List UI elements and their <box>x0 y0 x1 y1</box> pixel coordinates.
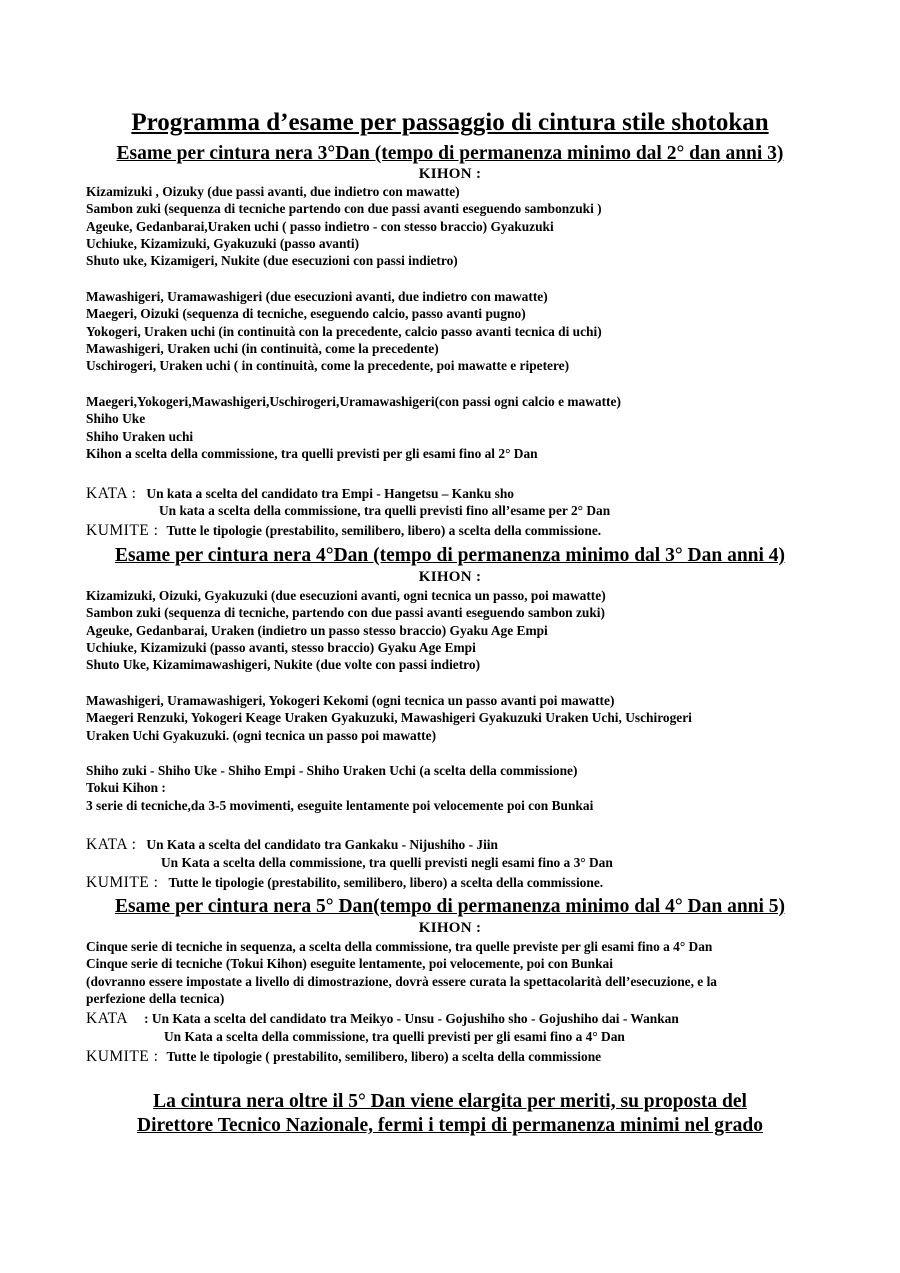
kihon-line: 3 serie di tecniche,da 3-5 movimenti, eseguite lentamente poi velocemente poi con Bunkai <box>86 797 594 813</box>
kihon-label-5-dan: KIHON : <box>418 920 482 936</box>
section-heading-5-dan: Esame per cintura nera 5° Dan(tempo di permanenza minimo dal 4° Dan anni 5) <box>114 896 786 917</box>
kumite-row-4-dan <box>86 874 866 892</box>
kumite-text: Tutte le tipologie ( prestabilito, semilibero, libero) a scelta della commissione <box>166 1049 602 1064</box>
kihon-line: Ageuke, Gedanbarai, Uraken (indietro un passo stesso braccio) Gyaku Age Empi <box>86 622 548 638</box>
kihon-group-4-dan-1 <box>86 587 846 673</box>
kihon-text-5-dan <box>86 938 826 1007</box>
kihon-line: Ageuke, Gedanbarai,Uraken uchi ( passo indietro - con stesso braccio) Gyakuzuki <box>86 218 554 234</box>
kata-row-4-dan <box>86 836 866 854</box>
kihon-line: Yokogeri, Uraken uchi (in continuità con la precedente, calcio passo avanti tecnica di uchi) <box>86 323 602 339</box>
kihon-line: Kizamizuki , Oizuky (due passi avanti, due indietro con mawatte) <box>86 184 460 199</box>
kata-label: KATA : <box>86 836 137 853</box>
kata-label: KATA : <box>86 485 137 502</box>
section-heading-3-dan: Esame per cintura nera 3°Dan (tempo di permanenza minimo dal 2° dan anni 3) <box>116 143 784 164</box>
kihon-line: Mawashigeri, Uramawashigeri (due esecuzioni avanti, due indietro con mawatte) <box>86 289 548 304</box>
kumite-text: Tutte le tipologie (prestabilito, semilibero, libero) a scelta della commissione. <box>168 875 604 890</box>
kihon-line: Shuto uke, Kizamigeri, Nukite (due esecuzioni con passi indietro) <box>86 253 458 269</box>
page-title: Programma d’esame per passaggio di cintura stile shotokan <box>131 109 769 136</box>
kata-line: Un kata a scelta del candidato tra Empi - Hangetsu – Kanku sho <box>146 486 514 501</box>
kihon-line: (dovranno essere impostate a livello di dimostrazione, dovrà essere curata la spettacolarità dell’esecuzione, e la <box>86 973 717 989</box>
kihon-line: Kizamizuki, Oizuki, Gyakuzuki (due esecuzioni avanti, ogni tecnica un passo, poi mawatte) <box>86 588 606 603</box>
kihon-line: Mawashigeri, Uramawashigeri, Yokogeri Kekomi (ogni tecnica un passo avanti poi mawatte) <box>86 693 615 708</box>
kihon-line: Sambon zuki (sequenza di tecniche, partendo con due passi avanti eseguendo sambon zuki) <box>86 605 605 621</box>
kihon-line: Shiho zuki - Shiho Uke - Shiho Empi - Shiho Uraken Uchi (a scelta della commissione) <box>86 763 578 778</box>
kata-label: KATA <box>86 1010 129 1027</box>
kihon-line: Mawashigeri, Uraken uchi (in continuità, come la precedente) <box>86 340 439 356</box>
kihon-group-3-dan-3 <box>86 393 846 462</box>
kumite-row-5-dan <box>86 1048 866 1066</box>
kihon-line: Uschirogeri, Uraken uchi ( in continuità, come la precedente, poi mawatte e ripetere) <box>86 358 570 374</box>
kata-line: Un kata a scelta della commissione, tra quelli previsti fino all’esame per 2° Dan <box>159 503 611 518</box>
kihon-line: Maegeri,Yokogeri,Mawashigeri,Uschirogeri,Uramawashigeri(con passi ogni calcio e mawatte) <box>86 394 621 409</box>
kihon-line: Uraken Uchi Gyakuzuki. (ogni tecnica un passo poi mawatte) <box>86 727 437 743</box>
kihon-group-3-dan-1 <box>86 183 846 269</box>
kata-line: Un Kata a scelta della commissione, tra quelli previsti negli esami fino a 3° Dan <box>161 855 613 870</box>
section-heading-4-dan: Esame per cintura nera 4°Dan (tempo di permanenza minimo dal 3° Dan anni 4) <box>114 545 786 566</box>
footer-line-1: La cintura nera oltre il 5° Dan viene elargita per meriti, su proposta del <box>153 1091 747 1112</box>
kihon-line: Kihon a scelta della commissione, tra quelli previsti per gli esami fino al 2° Dan <box>86 445 538 461</box>
kumite-label: KUMITE : <box>86 522 159 539</box>
kumite-row-3-dan <box>86 522 866 540</box>
kihon-line: Shuto Uke, Kizamimawashigeri, Nukite (due volte con passi indietro) <box>86 657 481 673</box>
kata-line: : Un Kata a scelta del candidato tra Meikyo - Unsu - Gojushiho sho - Gojushiho dai - Wankan <box>144 1011 679 1026</box>
kata-line: Un Kata a scelta della commissione, tra quelli previsti per gli esami fino a 4° Dan <box>164 1029 625 1044</box>
kumite-text: Tutte le tipologie (prestabilito, semilibero, libero) a scelta della commissione. <box>166 523 602 538</box>
kihon-line: Shiho Uraken uchi <box>86 428 194 444</box>
kihon-line: Uchiuke, Kizamizuki (passo avanti, stesso braccio) Gyaku Age Empi <box>86 639 476 655</box>
kumite-label: KUMITE : <box>86 874 159 891</box>
kihon-line: Uchiuke, Kizamizuki, Gyakuzuki (passo avanti) <box>86 235 360 251</box>
kihon-line: Cinque serie di tecniche in sequenza, a scelta della commissione, tra quelle previste per gli esami fino a 4° Dan <box>86 939 713 954</box>
kihon-line: Shiho Uke <box>86 411 146 427</box>
footer-line-2: Direttore Tecnico Nazionale, fermi i tempi di permanenza minimi nel grado <box>137 1115 763 1136</box>
kihon-group-4-dan-2 <box>86 692 846 744</box>
kihon-group-3-dan-2 <box>86 288 846 374</box>
kihon-line: Sambon zuki (sequenza di tecniche partendo con due passi avanti eseguendo sambonzuki ) <box>86 201 602 217</box>
kihon-line: perfezione della tecnica) <box>86 990 225 1006</box>
kihon-line: Tokui Kihon : <box>86 780 166 796</box>
kihon-label-4-dan: KIHON : <box>418 569 482 585</box>
kata-row-5-dan <box>86 1010 866 1028</box>
kata-row-3-dan <box>86 485 866 503</box>
kihon-label-3-dan: KIHON : <box>418 166 482 182</box>
kumite-label: KUMITE : <box>86 1048 159 1065</box>
kata-line: Un Kata a scelta del candidato tra Gankaku - Nijushiho - Jiin <box>146 837 498 852</box>
kihon-line: Cinque serie di tecniche (Tokui Kihon) eseguite lentamente, poi velocemente, poi con Bunkai <box>86 956 613 972</box>
kihon-line: Maegeri, Oizuki (sequenza di tecniche, eseguendo calcio, passo avanti pugno) <box>86 306 526 322</box>
kihon-group-4-dan-3 <box>86 762 846 814</box>
kihon-line: Maegeri Renzuki, Yokogeri Keage Uraken Gyakuzuki, Mawashigeri Gyakuzuki Uraken Uchi, Uschirogeri <box>86 710 692 726</box>
